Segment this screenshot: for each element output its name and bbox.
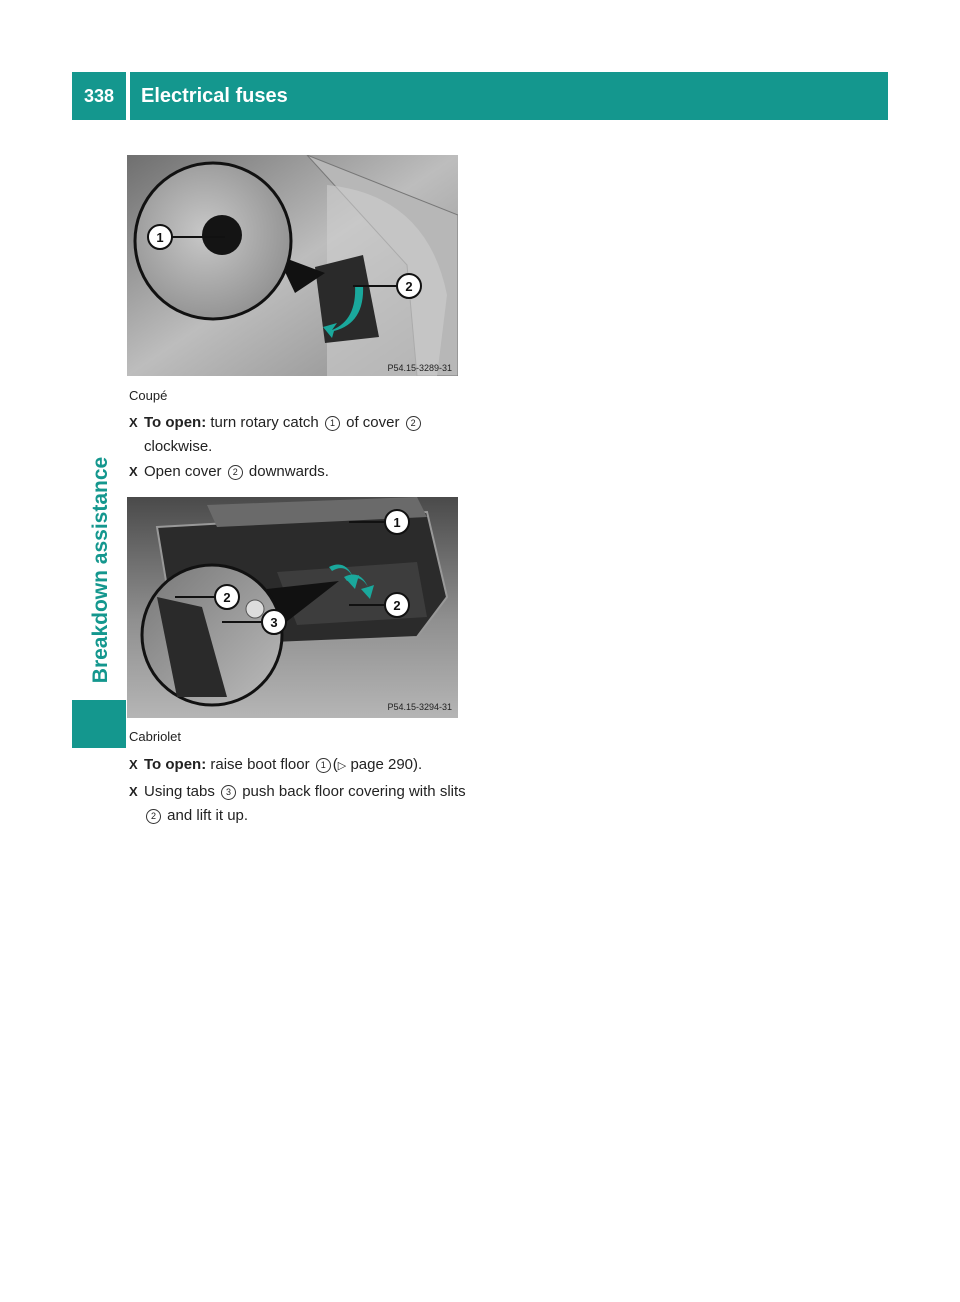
cabriolet-boot-illustration (127, 497, 458, 718)
cabriolet-step-2 (129, 780, 469, 828)
step-text-post: clockwise. (144, 438, 213, 455)
step-text-mid: push back floor covering with slits (242, 783, 466, 800)
step-text (144, 411, 469, 459)
step-text-pre: turn rotary catch (210, 414, 319, 431)
step-lead: To open: (144, 756, 207, 773)
coupe-caption: Coupé (129, 388, 168, 403)
tab-detail (246, 600, 264, 618)
page-title-text: Electrical fuses (141, 84, 288, 107)
figure-code: P54.15-3289-31 (387, 363, 452, 373)
callout-label-2: 2 (405, 279, 413, 294)
step-text (144, 753, 469, 778)
callout-label-2a: 2 (223, 590, 231, 605)
step-text-mid: of cover (346, 414, 400, 431)
ref-marker: 2 (228, 465, 243, 480)
page-number: 338 (72, 72, 126, 120)
step-marker: X (129, 464, 138, 479)
callout-label-3: 3 (270, 615, 278, 630)
callout-label-1: 1 (393, 515, 401, 530)
ref-marker: 3 (221, 785, 236, 800)
step-marker: X (129, 757, 138, 772)
step-text-pre: Open cover (144, 463, 222, 480)
step-text (144, 780, 469, 828)
cabriolet-step-1 (129, 753, 469, 778)
step-text-pre: Using tabs (144, 783, 215, 800)
ref-marker: 2 (146, 809, 161, 824)
coupe-step-2 (129, 460, 469, 484)
ref-marker: 1 (316, 758, 331, 773)
step-text-post: and lift it up. (167, 807, 249, 824)
side-tab-marker (72, 700, 126, 748)
coupe-fuse-box-illustration (127, 155, 458, 376)
page-ref-arrow-icon: ▷ (337, 760, 347, 772)
callout-label-1: 1 (156, 230, 164, 245)
step-text (144, 460, 469, 484)
page-ref-open: ( (332, 756, 338, 773)
step-text-pre: raise boot floor (210, 756, 310, 773)
side-tab-text: Breakdown assistance (89, 456, 112, 684)
cabriolet-caption: Cabriolet (129, 729, 182, 744)
ref-marker: 2 (406, 416, 421, 431)
ref-marker: 1 (325, 416, 340, 431)
rotary-catch-hole (202, 215, 242, 255)
side-tab-label (86, 445, 116, 695)
step-lead: To open: (144, 414, 207, 431)
step-marker: X (129, 415, 138, 430)
page-ref[interactable]: page 290). (350, 756, 423, 773)
step-marker: X (129, 784, 138, 799)
callout-label-2b: 2 (393, 598, 401, 613)
figure-code: P54.15-3294-31 (387, 702, 452, 712)
coupe-step-1 (129, 411, 469, 459)
step-text-post: downwards. (248, 463, 329, 480)
page-title (130, 72, 888, 120)
